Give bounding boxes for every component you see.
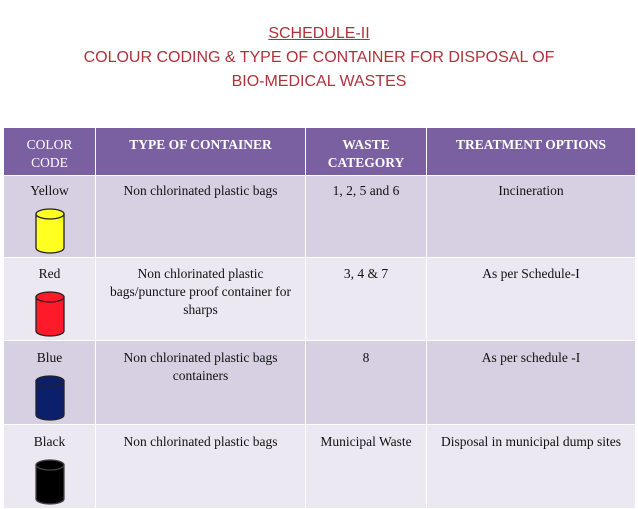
color-label: Yellow <box>30 183 69 198</box>
header-treatment-options: TREATMENT OPTIONS <box>427 128 636 176</box>
table-row <box>4 258 636 341</box>
treatment-cell: Disposal in municipal dump sites <box>427 425 636 509</box>
category-cell: 1, 2, 5 and 6 <box>306 176 427 258</box>
category-cell: 8 <box>306 341 427 425</box>
title-line-3: BIO-MEDICAL WASTES <box>231 73 407 90</box>
color-code-cell <box>4 425 96 509</box>
color-code-cell <box>4 258 96 341</box>
table-row <box>4 341 636 425</box>
black-container-icon <box>34 459 66 505</box>
title-schedule: SCHEDULE-II <box>268 25 370 42</box>
header-container-type: TYPE OF CONTAINER <box>96 128 306 176</box>
color-label: Blue <box>36 350 63 365</box>
blue-container-icon <box>34 375 66 421</box>
red-container-icon <box>34 291 66 337</box>
category-cell: 3, 4 & 7 <box>306 258 427 341</box>
colour-coding-table <box>3 127 636 509</box>
container-cell: Non chlorinated plastic bags <box>96 176 306 258</box>
color-label: Black <box>33 434 66 449</box>
table-row <box>4 425 636 509</box>
treatment-cell: As per Schedule-I <box>427 258 636 341</box>
header-waste-category: WASTE CATEGORY <box>306 128 427 176</box>
container-cell: Non chlorinated plastic bags containers <box>96 341 306 425</box>
color-code-cell <box>4 176 96 258</box>
treatment-cell: As per schedule -I <box>427 341 636 425</box>
table-row <box>4 176 636 258</box>
slide-title <box>0 22 638 94</box>
color-label: Red <box>38 266 61 281</box>
color-code-cell <box>4 341 96 425</box>
category-cell: Municipal Waste <box>306 425 427 509</box>
yellow-container-icon <box>34 208 66 254</box>
header-color-code: COLOR CODE <box>4 128 96 176</box>
container-cell: Non chlorinated plastic bags <box>96 425 306 509</box>
container-cell: Non chlorinated plastic bags/puncture proof container for sharps <box>96 258 306 341</box>
title-line-2: COLOUR CODING & TYPE OF CONTAINER FOR DISPOSAL OF <box>83 49 555 66</box>
table-header-row <box>4 128 636 176</box>
treatment-cell: Incineration <box>427 176 636 258</box>
